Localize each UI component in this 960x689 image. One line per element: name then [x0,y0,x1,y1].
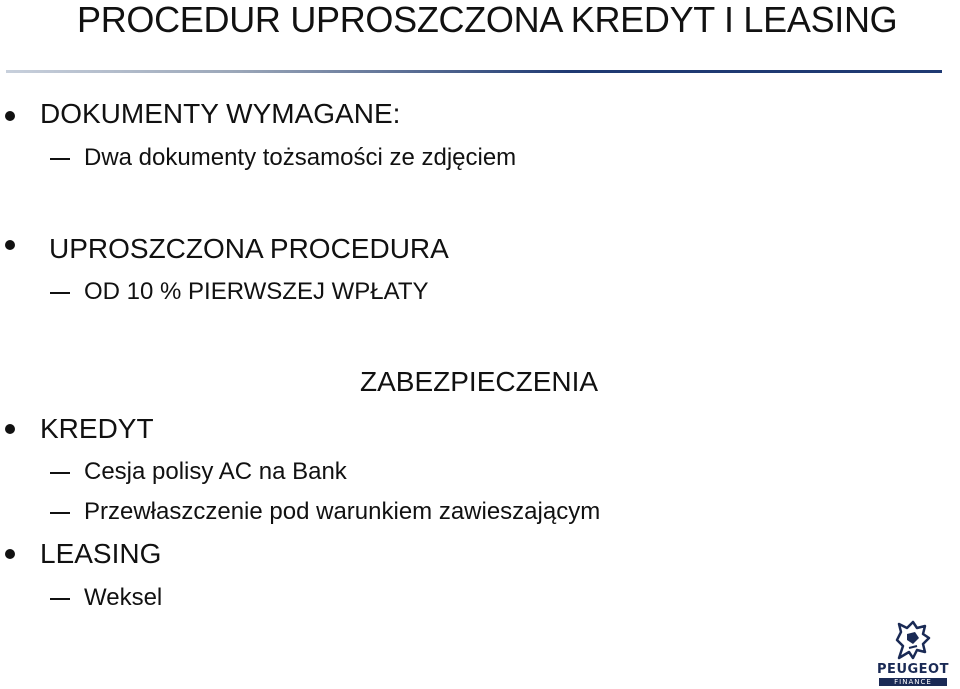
title-divider [6,70,942,73]
leasing-heading: LEASING [40,538,162,569]
procedure-heading: UPROSZCZONA PROCEDURA [49,233,449,264]
dash-icon [50,512,70,514]
slide-title: PROCEDUR UPROSZCZONA KREDYT I LEASING [77,0,898,40]
dash-icon [50,598,70,600]
documents-heading: DOKUMENTY WYMAGANE: [40,98,401,129]
bullet-icon [5,424,15,434]
peugeot-finance-logo [873,618,953,686]
bullet-icon [5,240,15,250]
credit-item: Przewłaszczenie pod warunkiem zawieszającym [84,498,601,525]
credit-heading: KREDYT [40,413,154,444]
bullet-icon [5,549,15,559]
documents-item: Dwa dokumenty tożsamości ze zdjęciem [84,144,517,171]
logo-brand-text: PEUGEOT [877,662,949,677]
dash-icon [50,472,70,474]
logo-sub-text: FINANCE [879,678,947,686]
credit-item: Cesja polisy AC na Bank [84,458,347,485]
bullet-icon [5,111,15,121]
peugeot-lion-icon [889,618,937,662]
dash-icon [50,158,70,160]
procedure-item: OD 10 % PIERWSZEJ WPŁATY [84,278,429,305]
leasing-item: Weksel [84,584,163,611]
dash-icon [50,292,70,294]
security-heading: ZABEZPIECZENIA [360,366,599,397]
